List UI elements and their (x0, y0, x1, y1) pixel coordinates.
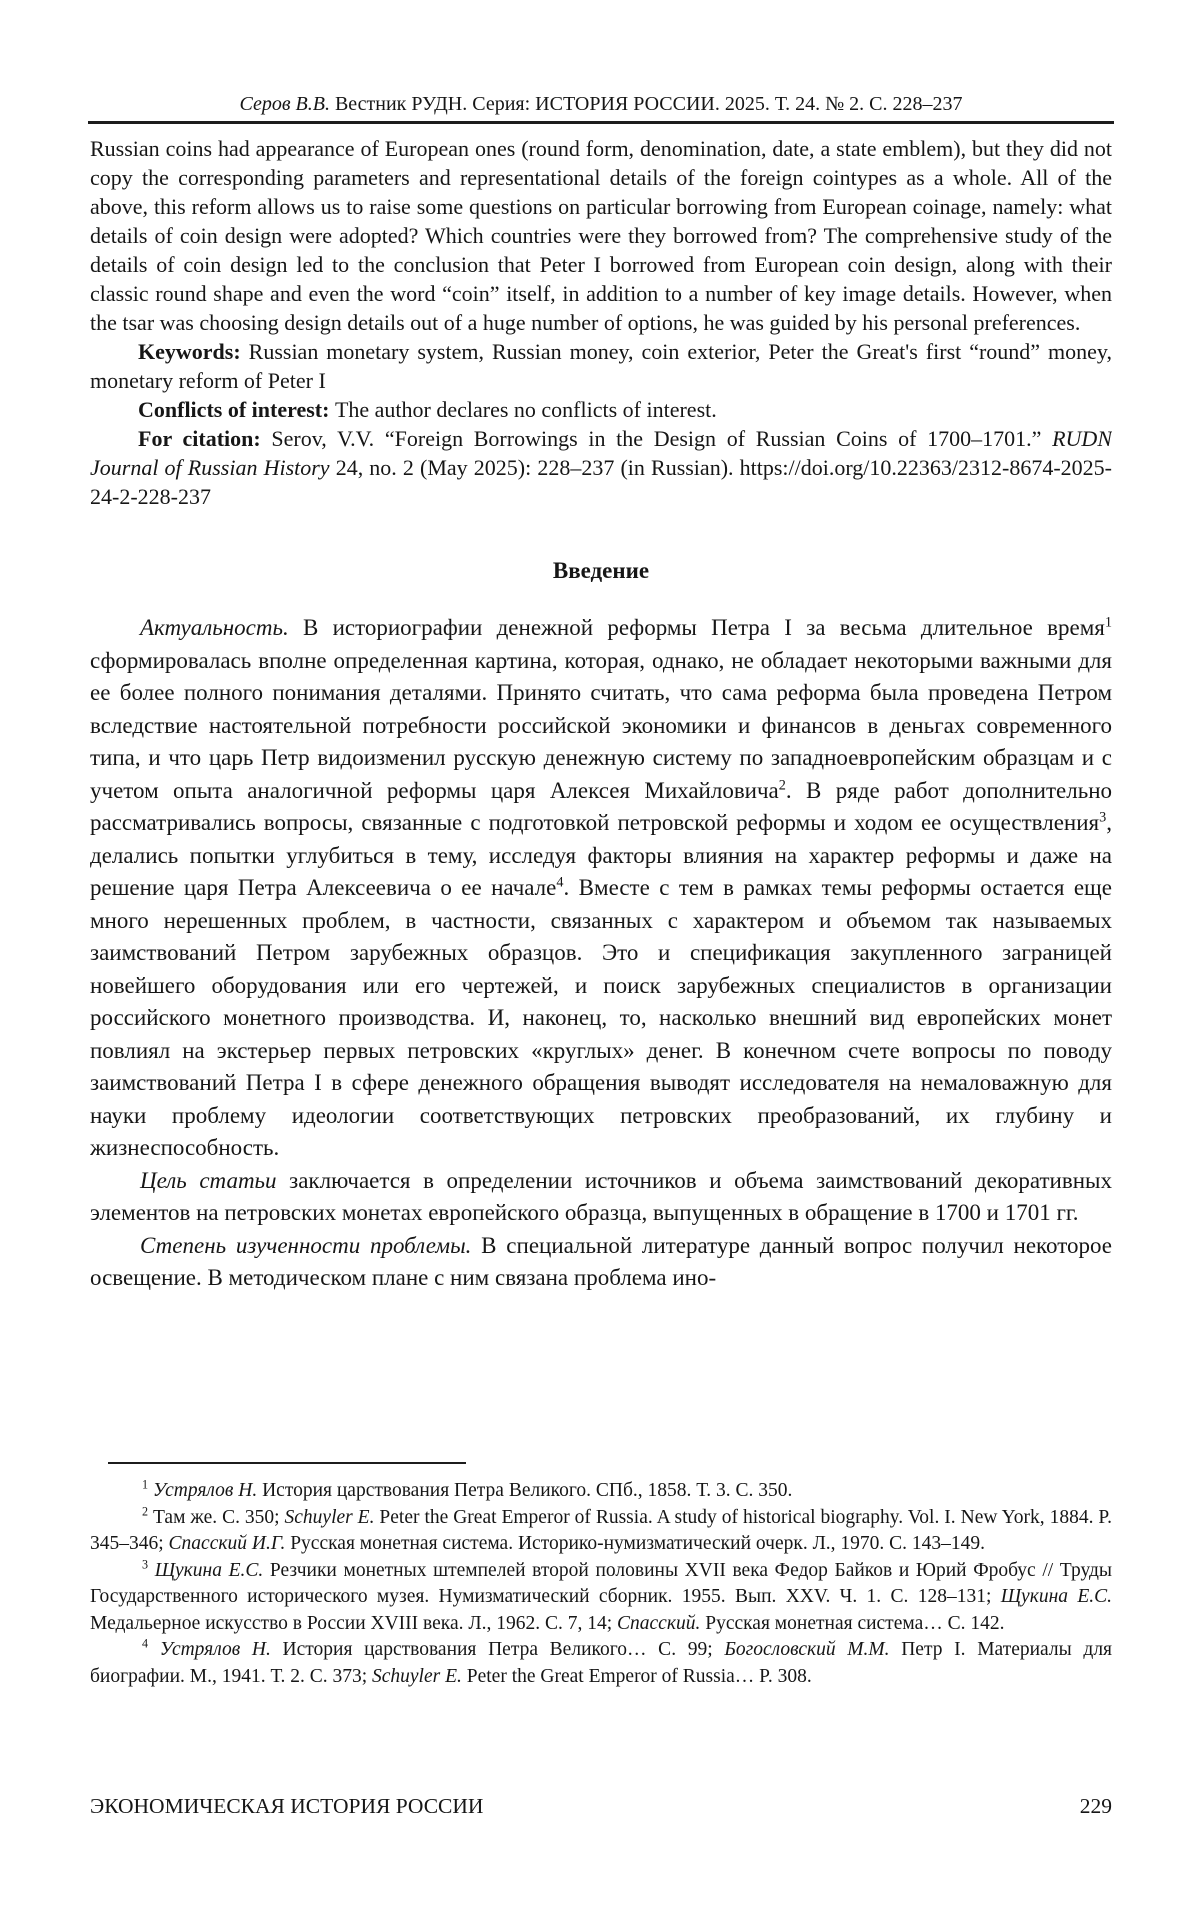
text-run: Серов В.В. (239, 93, 330, 115)
section-heading-introduction: Введение (552, 558, 650, 583)
for-citation-paragraph (90, 424, 1112, 511)
text-run: Устрялов Н. (152, 1480, 258, 1501)
text-run: Цель статьи (140, 1167, 277, 1193)
footnote-2 (90, 1505, 1112, 1558)
footnote-reference: 2 (778, 776, 786, 793)
text-run (148, 1560, 155, 1581)
text-run: Schuyler E. (284, 1506, 375, 1528)
text-run: For citation: (138, 426, 272, 451)
running-footer (90, 1793, 1112, 1819)
text-run: 24, no. 2 (May 2025): 228–237 (in Russian). https://doi.org/10.22363/2312-8674-2025-24-2-228-237 (90, 455, 1112, 509)
text-run: В специальной литературе данный вопрос получил некоторое освещение. В методическом плане с ним связана проблема ино- (90, 1232, 1112, 1290)
footer-section-title: ЭКОНОМИЧЕСКАЯ ИСТОРИЯ РОССИИ (90, 1794, 484, 1818)
text-run: Там же. С. 350; (148, 1506, 285, 1528)
running-header-citation (90, 92, 1112, 116)
footnote-reference: 2 (142, 1504, 149, 1518)
footnote-reference: 1 (1104, 614, 1112, 631)
intro-paragraph-2 (90, 1165, 1112, 1230)
text-run: Conflicts of interest: (138, 397, 335, 422)
footnote-reference: 3 (1099, 809, 1107, 826)
text-run: Keywords: (138, 339, 249, 364)
text-run: Вестник РУДН. Серия: ИСТОРИЯ РОССИИ. 2025. Т. 24. № 2. С. 228–237 (329, 93, 963, 115)
text-run: Медальерное искусство в России XVIII века. Л., 1962. С. 7, 14; (90, 1612, 618, 1634)
text-run: Peter the Great Emperor of Russia… P. 308. (461, 1665, 812, 1687)
text-run: Спасский. (617, 1612, 701, 1634)
text-run: сформировалась вполне определенная картина, которая, однако, не обладает некоторыми важными для ее более полного понимания деталями. Принято считать, что сама реформа была проведена Петром вследствие настоятельной потребности российской экономики и финансов в деньгах современного типа, и что царь Петр видоизменил русскую денежную систему по западноевропейским образцам и с учетом опыта аналогичной реформы царя Алексея Михайловича (90, 647, 1112, 803)
text-run: Спасский И.Г. (168, 1533, 286, 1554)
footnote-separator-rule (108, 1462, 466, 1464)
text-run: Русская монетная система. Историко-нумизматический очерк. Л., 1970. С. 143–149. (285, 1533, 986, 1554)
text-run: Петр I. Материалы для биографии. М., 1941. Т. 2. С. 373; (90, 1639, 1113, 1687)
page-number: 229 (1079, 1794, 1112, 1818)
text-run: Russian monetary system, Russian money, coin exterior, Peter the Great's first “round” money, monetary reform of Peter I (90, 339, 1112, 393)
text-run: RUDN Journal of Russian History (90, 426, 1112, 480)
text-run: . В ряде работ дополнительно рассматривались вопросы, связанные с подготовкой петровской реформы и ходом ее осуществления (90, 777, 1112, 835)
text-run: заключается в определении источников и объема заимствований декоративных элементов на петровских монетах европейского образца, выпущенных в обращение в 1700 и 1701 гг. (90, 1167, 1112, 1225)
text-run: Щукина Е.С. (154, 1559, 264, 1581)
footnote-1 (90, 1478, 1112, 1505)
article-body (90, 134, 1112, 1474)
text-run: История царствования Петра Великого… С. 99; (270, 1639, 725, 1660)
footnote-reference: 4 (142, 1636, 149, 1651)
footnote-3 (90, 1558, 1112, 1638)
text-run: Русская монетная система… С. 142. (700, 1612, 1005, 1634)
abstract-paragraph (90, 134, 1112, 337)
text-run: Serov, V.V. “Foreign Borrowings in the Design of Russian Coins of 1700–1701.” (271, 426, 1053, 451)
text-run (148, 1639, 160, 1660)
text-run: . Вместе с тем в рамках темы реформы остается еще много нерешенных проблем, в частности, связанных с характером и объемом так называемых заимствований Петром зарубежных образцов. Это и спецификация закупленного заграницей новейшего оборудования или его чертежей, и поиск зарубежных специалистов в организации российского монетного производства. И, наконец, то, насколько внешний вид европейских монет повлиял на экстерьер первых петровских «круглых» денег. В конечном счете вопросы по поводу заимствований Петра I в сфере денежного обращения выводят исследователя на немаловажную для науки проблему идеологии соответствующих петровских преобразований, их глубину и жизнеспособность. (90, 875, 1112, 1160)
text-run: The author declares no conflicts of interest. (334, 397, 717, 422)
header-rule (88, 121, 1114, 124)
text-run: История царствования Петра Великого. СПб., 1858. Т. 3. С. 350. (257, 1480, 793, 1501)
text-run: Резчики монетных штемпелей второй половины XVII века Федор Байков и Юрий Фробус // Труды Государственного исторического музея. Нумизматический сборник. 1955. Вып. XXV. Ч. 1. С. 128–131; (90, 1559, 1113, 1607)
text-run: Russian coins had appearance of European ones (round form, denomination, date, a state emblem), but they did not copy the corresponding parameters and representational details of the foreign cointypes as a whole. All of the above, this reform allows us to raise some questions on particular borrowing from European coinage, namely: what details of coin design were adopted? Which countries were they borrowed from? The comprehensive study of the details of coin design led to the conclusion that Peter I borrowed from European coin design, along with their classic round shape and even the word “coin” itself, in addition to a number of key image details. However, when the tsar was choosing design details out of a huge number of options, he was guided by his personal preferences. (90, 136, 1112, 335)
footnote-4 (90, 1637, 1112, 1690)
text-run: Schuyler E. (372, 1665, 462, 1687)
footnote-reference: 1 (142, 1477, 149, 1492)
keywords-paragraph (90, 337, 1112, 395)
text-run: Степень изученности проблемы. (140, 1232, 472, 1258)
footnotes-block (90, 1462, 1112, 1690)
intro-paragraph-1 (90, 612, 1112, 1165)
text-run: Щукина Е.С. (1000, 1586, 1112, 1607)
text-run: Богословский М.М. (724, 1639, 890, 1660)
text-run: Устрялов Н. (159, 1639, 271, 1660)
conflicts-of-interest-paragraph (90, 395, 1112, 424)
text-run: В историографии денежной реформы Петра I за весьма длительное время (288, 615, 1105, 640)
text-run: , делались попытки углубиться в тему, исследуя факторы влияния на характер реформы и даже на решение царя Петра Алексеевича о ее начале (90, 810, 1112, 900)
text-run: Peter the Great Emperor of Russia. A study of historical biography. Vol. I. New York, 1884. P. 345–346; (90, 1506, 1112, 1554)
text-run: Актуальность. (140, 615, 289, 640)
footnote-reference: 4 (556, 874, 564, 891)
footnote-reference: 3 (142, 1557, 149, 1571)
intro-paragraph-3 (90, 1230, 1112, 1295)
